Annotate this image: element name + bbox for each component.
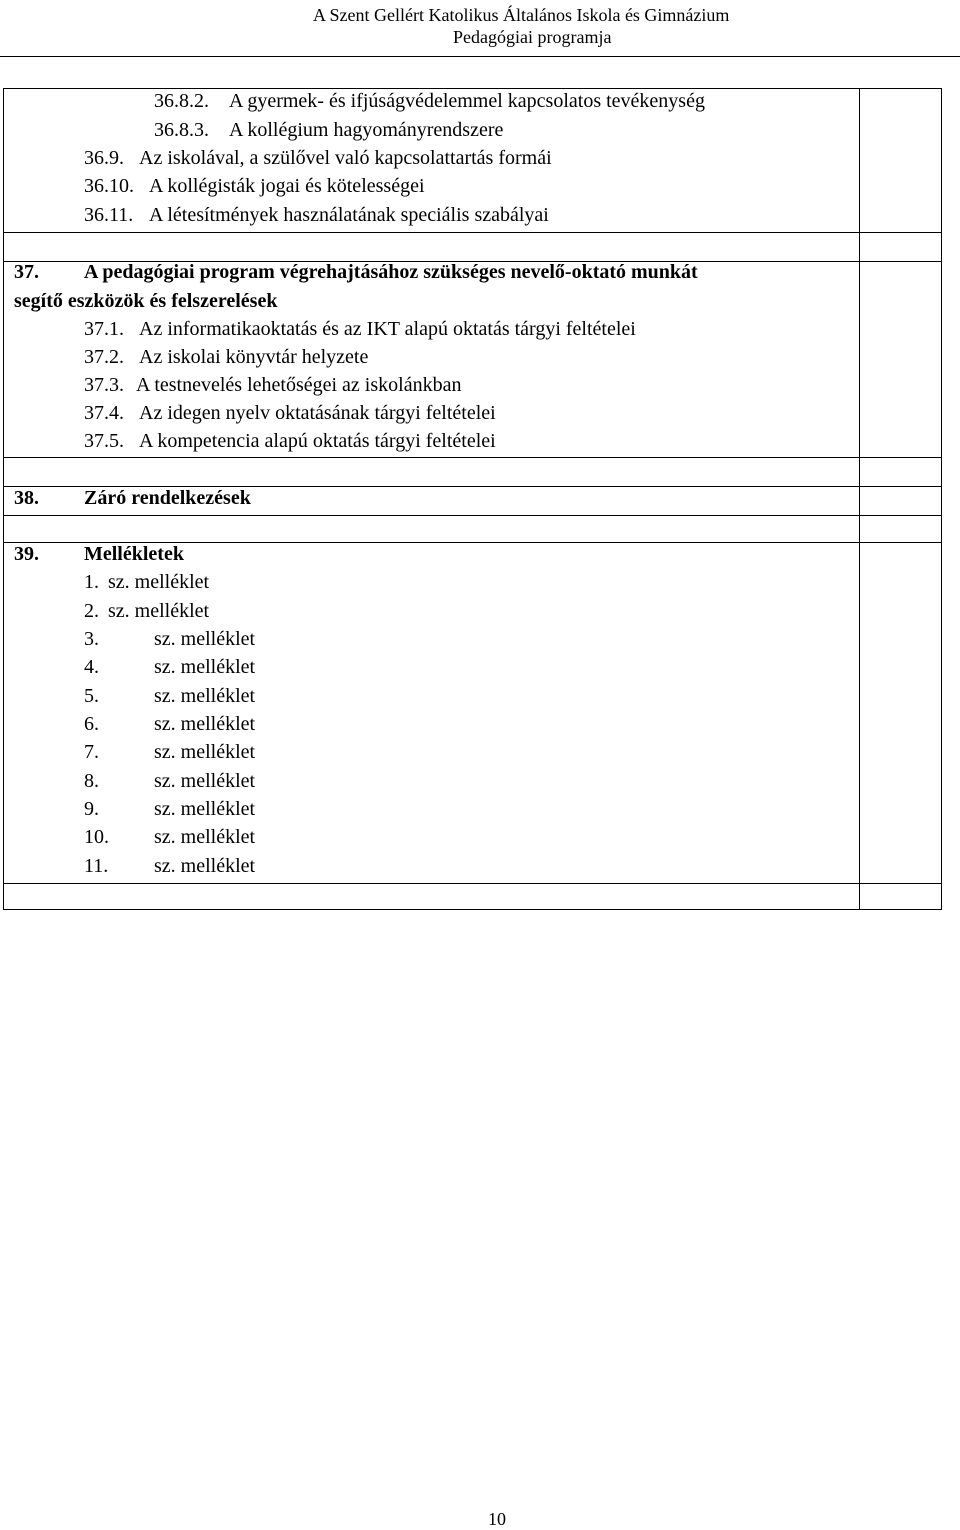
annex-title: sz. melléklet [154,713,256,735]
entry-title: Az iskolai könyvtár helyzete [139,346,369,368]
entry-number: 37.3. [84,374,124,396]
page-number: 10 [488,1509,506,1529]
row-separator [4,457,941,458]
annex-number: 6. [84,713,99,735]
annex-number: 1. [84,571,99,593]
annex-title: sz. melléklet [154,685,256,707]
annex-number: 8. [84,770,99,792]
page-column-divider [859,89,860,909]
annex-title: sz. melléklet [108,600,210,622]
entry-number: 36.9. [84,147,124,169]
entry-title: Az iskolával, a szülővel való kapcsolattartás formái [139,147,552,169]
annex-number: 2. [84,600,99,622]
section-number: 38. [14,487,39,509]
section-title: Mellékletek [84,543,184,565]
section-title: A pedagógiai program végrehajtásához szükséges nevelő-oktató munkát [84,261,698,283]
annex-number: 3. [84,628,99,650]
annex-number: 10. [84,826,109,848]
section-number: 39. [14,543,39,565]
annex-title: sz. melléklet [154,741,256,763]
annex-title: sz. melléklet [108,571,210,593]
annex-number: 11. [84,855,109,877]
page-header [0,0,960,57]
entry-number: 36.11. [84,204,134,226]
table-of-contents [3,88,942,910]
annex-number: 7. [84,741,99,763]
entry-number: 37.4. [84,402,124,424]
entry-title: A kollégisták jogai és kötelességei [149,175,425,197]
entry-title: A testnevelés lehetőségei az iskolánkban [136,374,462,396]
annex-title: sz. melléklet [154,855,256,877]
entry-number: 36.8.3. [154,119,209,141]
row-separator [4,515,941,516]
section-title: Záró rendelkezések [84,487,251,509]
entry-title: A létesítmények használatának speciális szabályai [149,204,549,226]
annex-title: sz. melléklet [154,770,256,792]
entry-number: 37.5. [84,430,124,452]
entry-number: 37.1. [84,318,124,340]
section-title-continued: segítő eszközök és felszerelések [14,290,278,312]
annex-number: 4. [84,656,99,678]
document-title: Pedagógiai programja [453,27,612,47]
entry-title: Az informatikaoktatás és az IKT alapú oktatás tárgyi feltételei [139,318,636,340]
entry-title: A kompetencia alapú oktatás tárgyi feltételei [139,430,496,452]
annex-number: 9. [84,798,99,820]
annex-number: 5. [84,685,99,707]
annex-title: sz. melléklet [154,826,256,848]
school-name: A Szent Gellért Katolikus Általános Iskola és Gimnázium [313,5,730,25]
section-number: 37. [14,261,39,283]
entry-title: Az idegen nyelv oktatásának tárgyi feltételei [139,402,496,424]
row-separator [4,232,941,233]
entry-title: A gyermek- és ifjúságvédelemmel kapcsolatos tevékenység [229,90,705,112]
annex-title: sz. melléklet [154,628,256,650]
entry-number: 36.8.2. [154,90,209,112]
entry-title: A kollégium hagyományrendszere [229,119,504,141]
annex-title: sz. melléklet [154,798,256,820]
entry-number: 36.10. [84,175,134,197]
entry-number: 37.2. [84,346,124,368]
annex-title: sz. melléklet [154,656,256,678]
row-separator [4,883,941,884]
